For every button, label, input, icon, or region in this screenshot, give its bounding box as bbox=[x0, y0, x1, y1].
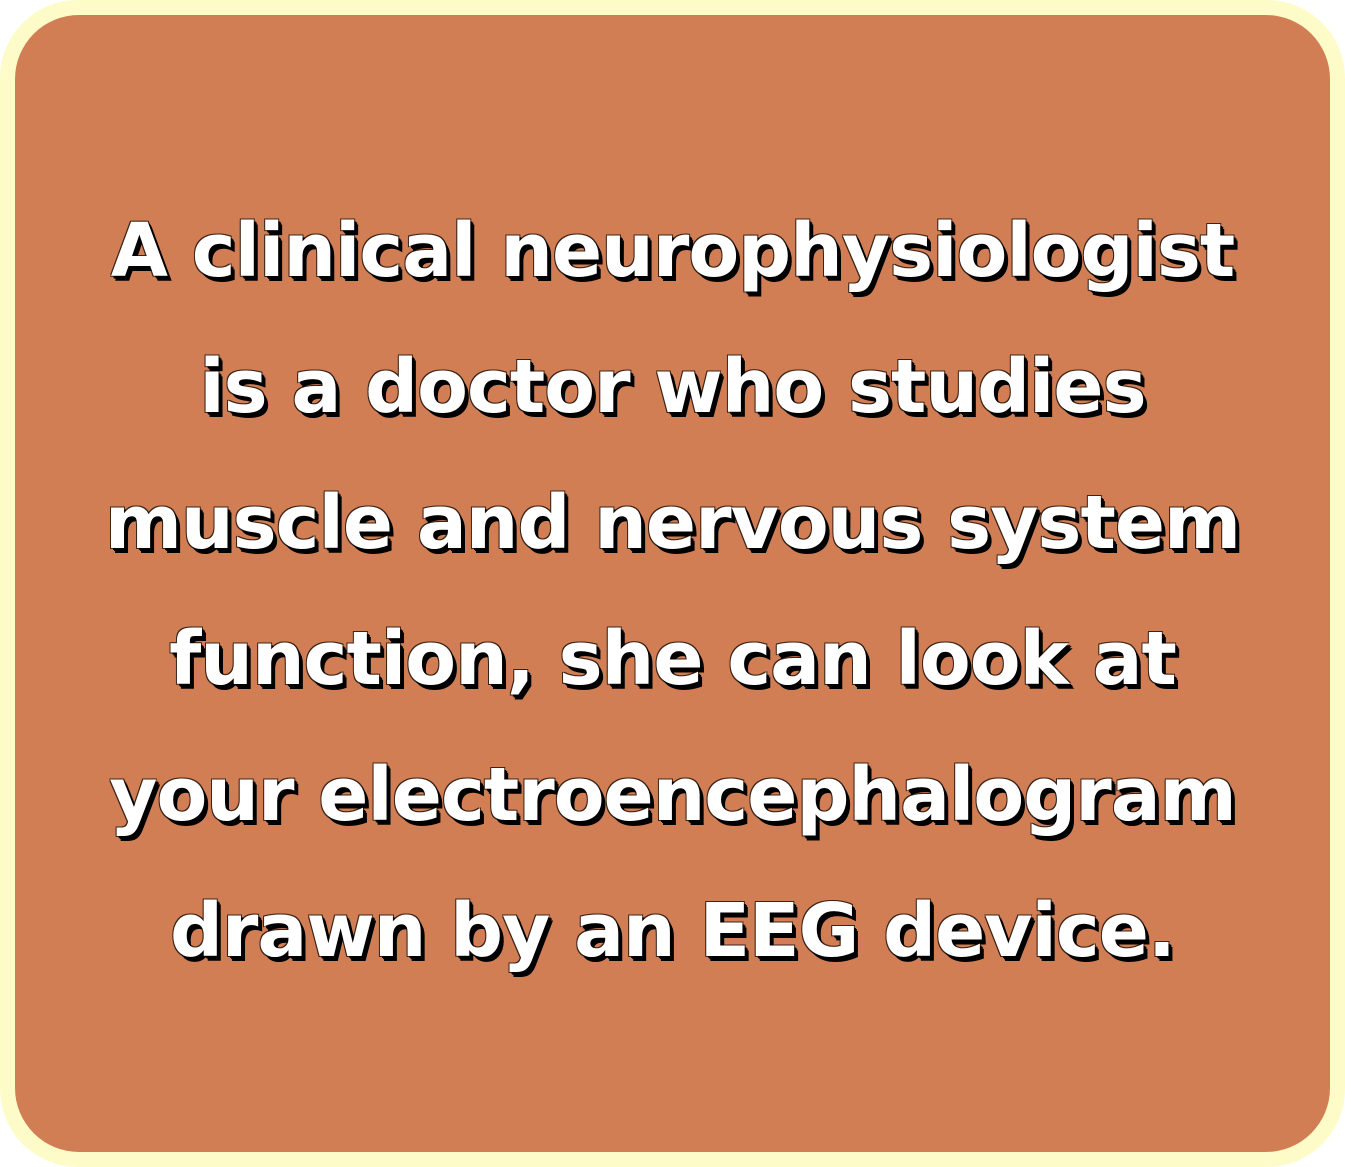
message-line-4: function, she can look at bbox=[169, 615, 1176, 702]
message-line-6: drawn by an EEG device. bbox=[169, 887, 1176, 974]
text-card bbox=[15, 15, 1330, 1152]
message-line-3: muscle and nervous system bbox=[104, 479, 1241, 566]
message-line-2: is a doctor who studies bbox=[199, 343, 1146, 430]
card-message bbox=[105, 183, 1240, 999]
message-line-5: your electroencephalogram bbox=[109, 751, 1236, 838]
message-line-1: A clinical neurophysiologist bbox=[110, 207, 1235, 294]
